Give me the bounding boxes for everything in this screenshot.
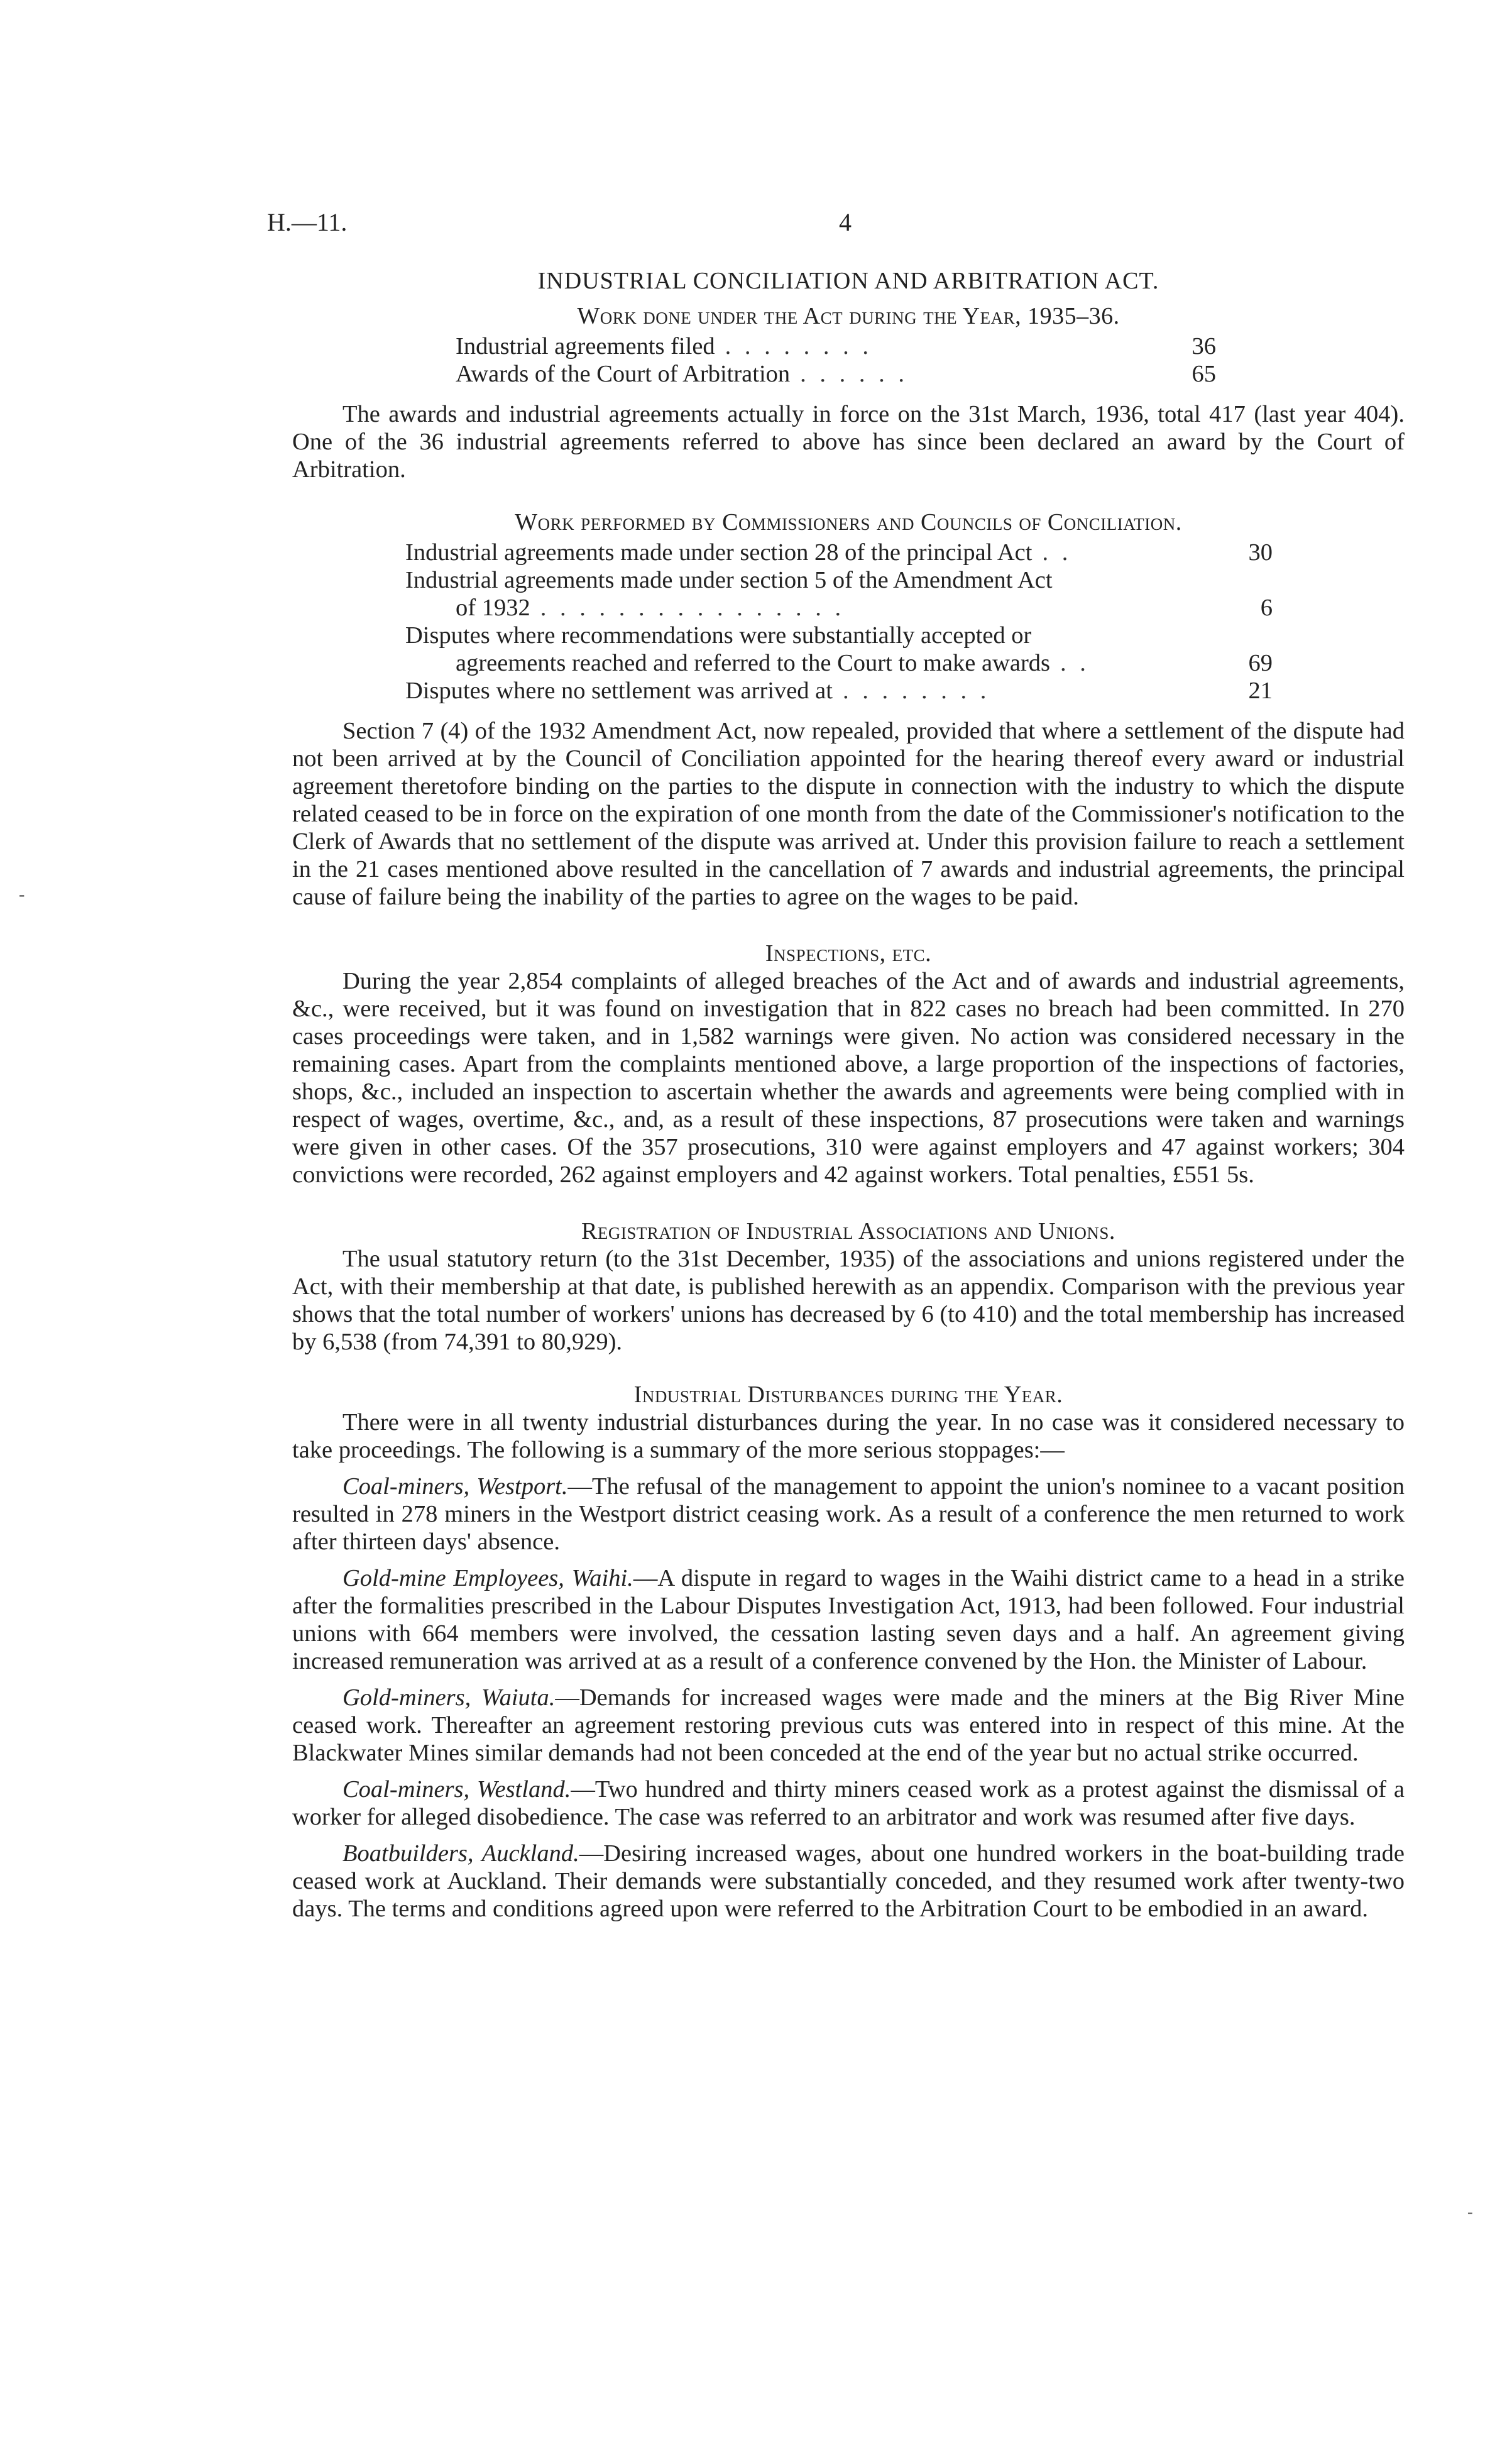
paragraph: Section 7 (4) of the 1932 Amendment Act, now repealed, provided that where a settlement of the dispute had not been arrived at by the Council of Conciliation appointed for the hearing thereof every award or industrial agreement theretofore binding on the parties to the dispute in connection with the industry to which the dispute related ceased to be in force on the expiration of one month from the date of the Commissioner's notification to the Clerk of Awards that no settlement of the dispute was arrived at. Under this provision failure to reach a settlement in the 21 cases mentioned above resulted in the cancellation of 7 awards and industrial agreements, the principal cause of failure being the inability of the parties to agree on the wages to be paid. [292, 718, 1405, 910]
stat-row [405, 622, 1273, 649]
stat-label: Industrial agreements made under section 5 of the Amendment Act [405, 567, 1053, 593]
stat-value: 36 [1192, 333, 1216, 360]
stat-label-continued: agreements reached and referred to the Court to make awards [456, 650, 1051, 676]
case-title: Gold-miners, Waiuta. [342, 1684, 556, 1711]
stat-value: 6 [1260, 595, 1273, 621]
stat-value: 65 [1192, 361, 1216, 387]
stat-label: Awards of the Court of Arbitration [456, 361, 791, 387]
case-paragraph [292, 1684, 1405, 1767]
stat-label: Industrial agreements filed [456, 333, 715, 360]
page-title: INDUSTRIAL CONCILIATION AND ARBITRATION ACT. [537, 268, 1159, 294]
paragraph: During the year 2,854 complaints of alleged breaches of the Act and of awards and industrial agreements, &c., were received, but it was found on investigation that in 822 cases no breach had been committed. In 270 cases proceedings were taken, and in 1,582 warnings were given. No action was considered necessary in the remaining cases. Apart from the complaints mentioned above, a large proportion of the inspections of factories, shops, &c., included an inspection to ascertain whether the awards and agreements were being complied with in respect of wages, overtime, &c., and, as a result of these inspections, 87 prosecutions were taken and warnings were given in other cases. Of the 357 prosecutions, 310 were against employers and 47 against workers; 304 convictions were recorded, 262 against employers and 42 against workers. Total penalties, £551 5s. [292, 968, 1405, 1188]
page-number: 4 [839, 208, 852, 236]
work-done-table [456, 332, 1216, 388]
stat-value: 21 [1248, 678, 1273, 704]
document-reference: H.—11. [267, 208, 348, 236]
margin-mark: - [1467, 2203, 1473, 2221]
stat-label: Disputes where recommendations were substantially accepted or [405, 622, 1032, 649]
section-heading-disturbances: Industrial Disturbances during the Year. [633, 1381, 1063, 1408]
stat-row-continued [405, 649, 1273, 677]
stat-row [405, 539, 1273, 566]
stat-row [405, 677, 1273, 705]
leader-dots: . . . . . . . . [725, 333, 873, 360]
stat-row [456, 360, 1216, 388]
paragraph: The usual statutory return (to the 31st December, 1935) of the associations and unions registered under the Act, with their membership at that date, is published herewith as an appendix. Comparison with the previous year shows that the total number of workers' unions has decreased by 6 (to 410) and the total membership has increased by 6,538 (from 74,391 to 80,929). [292, 1246, 1405, 1355]
stat-value: 69 [1248, 650, 1273, 676]
stat-label: Disputes where no settlement was arrived at [405, 678, 833, 704]
stat-label-continued: of 1932 [456, 595, 530, 621]
section-heading-registration: Registration of Industrial Associations and Unions. [581, 1218, 1115, 1244]
case-paragraph [292, 1840, 1405, 1923]
document-body [292, 267, 1405, 1923]
commissioners-table [405, 539, 1273, 705]
section-heading-work-done: Work done under the Act during the Year, 1935–36. [577, 303, 1120, 329]
stat-row-continued [405, 594, 1273, 622]
case-text: —A dispute in regard to wages in the Waihi district came to a head in a strike after the formalities prescribed in the Labour Disputes Investigation Act, 1913, had been followed. Four industrial unions with 664 members were involved, the cessation lasting seven days and a half. An agreement giving increased remuneration was arrived at as a result of a conference convened by the Hon. the Minister of Labour. [292, 1565, 1405, 1674]
case-paragraph [292, 1473, 1405, 1556]
paragraph: There were in all twenty industrial disturbances during the year. In no case was it considered necessary to take proceedings. The following is a summary of the more serious stoppages:— [292, 1409, 1405, 1463]
leader-dots: . . [1042, 539, 1072, 566]
stat-label: Industrial agreements made under section 28 of the principal Act [405, 539, 1033, 566]
leader-dots: . . . . . . . . [842, 678, 990, 704]
stat-row [456, 332, 1216, 360]
case-paragraph [292, 1776, 1405, 1831]
case-title: Coal-miners, Westport. [342, 1473, 568, 1500]
case-title: Coal-miners, Westland. [342, 1776, 571, 1803]
case-text: —Desiring increased wages, about one hundred workers in the boat-building trade ceased work at Auckland. Their demands were substantially conceded, and they resumed work after twenty-two days. The terms and conditions agreed upon were referred to the Arbitration Court to be embodied in an award. [292, 1840, 1405, 1922]
margin-mark: - [19, 885, 25, 904]
case-title: Boatbuilders, Auckland. [342, 1840, 579, 1867]
case-paragraph [292, 1564, 1405, 1675]
leader-dots: . . [1060, 650, 1090, 676]
case-text: —The refusal of the management to appoint the union's nominee to a vacant position resulted in 278 miners in the Westport district ceasing work. As a result of a conference the men returned to work after thirteen days' absence. [292, 1473, 1405, 1555]
paragraph: The awards and industrial agreements actually in force on the 31st March, 1936, total 417 (last year 404). One of the 36 industrial agreements referred to above has since been declared an award by the Court of Arbitration. [292, 401, 1405, 483]
leader-dots: . . . . . . [800, 361, 909, 387]
case-title: Gold-mine Employees, Waihi. [342, 1565, 633, 1591]
leader-dots: . . . . . . . . . . . . . . . . [540, 595, 845, 621]
section-heading-commissioners: Work performed by Commissioners and Councils of Conciliation. [515, 509, 1182, 535]
section-heading-inspections: Inspections, etc. [765, 940, 932, 967]
case-text: —Demands for increased wages were made and the miners at the Big River Mine ceased work. Thereafter an agreement restoring previous cuts was entered into in respect of this mine. At the Blackwater Mines similar demands had not been conceded at the end of the year but no actual strike occurred. [292, 1684, 1405, 1766]
case-text: —Two hundred and thirty miners ceased work as a protest against the dismissal of a worker for alleged disobedience. The case was referred to an arbitrator and work was resumed after five days. [292, 1776, 1405, 1830]
stat-value: 30 [1248, 539, 1273, 566]
stat-row [405, 566, 1273, 594]
